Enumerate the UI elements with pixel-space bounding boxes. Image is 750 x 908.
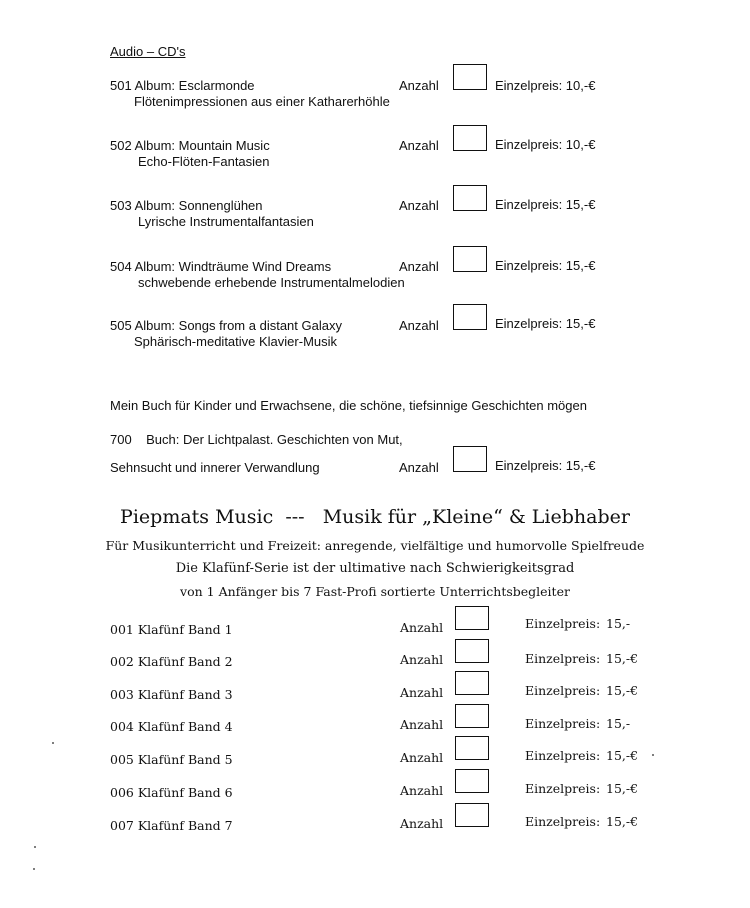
quantity-box[interactable] (453, 185, 487, 211)
album-title: 501 Album: Esclarmonde (110, 78, 255, 93)
quantity-box[interactable] (453, 64, 487, 90)
price-label: Einzelpreis: (525, 748, 601, 763)
price-label: Einzelpreis: (525, 616, 601, 631)
book-subtitle: Sehnsucht und innerer Verwandlung (110, 460, 320, 475)
quantity-label: Anzahl (399, 318, 439, 333)
quantity-label: Anzahl (399, 198, 439, 213)
book-intro: Mein Buch für Kinder und Erwachsene, die schöne, tiefsinnige Geschichten mögen (110, 398, 587, 413)
quantity-label: Anzahl (400, 816, 444, 831)
unit-price: 15,- (606, 616, 631, 631)
quantity-box[interactable] (455, 769, 489, 793)
quantity-label: Anzahl (400, 652, 444, 667)
band-title: 006 Klafünf Band 6 (110, 785, 233, 800)
piepmats-title: Piepmats Music --- Musik für „Kleine“ & Liebhaber (120, 506, 630, 528)
quantity-label: Anzahl (400, 783, 444, 798)
album-subtitle: Flötenimpressionen aus einer Katharerhöhle (134, 94, 390, 109)
scan-speck (52, 742, 54, 744)
band-title: 002 Klafünf Band 2 (110, 654, 233, 669)
band-title: 005 Klafünf Band 5 (110, 752, 233, 767)
quantity-label: Anzahl (399, 138, 439, 153)
quantity-label: Anzahl (400, 750, 444, 765)
band-title: 007 Klafünf Band 7 (110, 818, 233, 833)
unit-price: Einzelpreis: 10,-€ (495, 78, 596, 93)
unit-price: 15,-€ (606, 781, 639, 796)
unit-price: 15,-€ (606, 651, 639, 666)
album-subtitle: schwebende erhebende Instrumentalmelodien (138, 275, 405, 290)
unit-price: 15,- (606, 716, 631, 731)
quantity-label: Anzahl (400, 620, 444, 635)
piepmats-line-2: Die Klafünf-Serie ist der ultimative nach Schwierigkeitsgrad (175, 561, 575, 576)
unit-price: Einzelpreis: 15,-€ (495, 316, 596, 331)
quantity-label: Anzahl (400, 685, 444, 700)
album-subtitle: Sphärisch-meditative Klavier-Musik (134, 334, 338, 349)
band-title: 004 Klafünf Band 4 (110, 719, 233, 734)
price-label: Einzelpreis: (525, 683, 601, 698)
unit-price: 15,-€ (606, 748, 639, 763)
album-subtitle: Echo-Flöten-Fantasien (138, 154, 270, 169)
piepmats-line-1: Für Musikunterricht und Freizeit: anregende, vielfältige und humorvolle Spielfreude (105, 538, 645, 553)
band-title: 001 Klafünf Band 1 (110, 622, 233, 637)
quantity-box[interactable] (455, 803, 489, 827)
album-title: 503 Album: Sonnenglühen (110, 198, 263, 213)
quantity-label: Anzahl (400, 717, 444, 732)
quantity-box[interactable] (453, 125, 487, 151)
quantity-label: Anzahl (399, 460, 439, 475)
quantity-box[interactable] (455, 736, 489, 760)
price-label: Einzelpreis: (525, 814, 601, 829)
quantity-label: Anzahl (399, 259, 439, 274)
unit-price: Einzelpreis: 15,-€ (495, 258, 596, 273)
quantity-box[interactable] (455, 639, 489, 663)
scan-speck (33, 868, 35, 870)
piepmats-line-3: von 1 Anfänger bis 7 Fast-Profi sortierte Unterrichtsbegleiter (180, 584, 570, 599)
unit-price: 15,-€ (606, 683, 639, 698)
quantity-box[interactable] (455, 671, 489, 695)
quantity-box[interactable] (455, 704, 489, 728)
album-title: 505 Album: Songs from a distant Galaxy (110, 318, 342, 333)
quantity-box[interactable] (455, 606, 489, 630)
unit-price: Einzelpreis: 10,-€ (495, 137, 596, 152)
quantity-box[interactable] (453, 446, 487, 472)
album-subtitle: Lyrische Instrumentalfantasien (138, 214, 314, 229)
unit-price: Einzelpreis: 15,-€ (495, 197, 596, 212)
price-label: Einzelpreis: (525, 781, 601, 796)
quantity-box[interactable] (453, 304, 487, 330)
unit-price: 15,-€ (606, 814, 639, 829)
quantity-label: Anzahl (399, 78, 439, 93)
price-label: Einzelpreis: (525, 651, 601, 666)
band-title: 003 Klafünf Band 3 (110, 687, 233, 702)
scan-speck (34, 846, 36, 848)
scan-speck (652, 754, 654, 756)
album-title: 502 Album: Mountain Music (110, 138, 270, 153)
unit-price: Einzelpreis: 15,-€ (495, 458, 596, 473)
section-heading: Audio – CD's (110, 44, 186, 59)
quantity-box[interactable] (453, 246, 487, 272)
album-title: 504 Album: Windträume Wind Dreams (110, 259, 332, 274)
book-title: 700 Buch: Der Lichtpalast. Geschichten von Mut, (110, 432, 403, 447)
price-label: Einzelpreis: (525, 716, 601, 731)
